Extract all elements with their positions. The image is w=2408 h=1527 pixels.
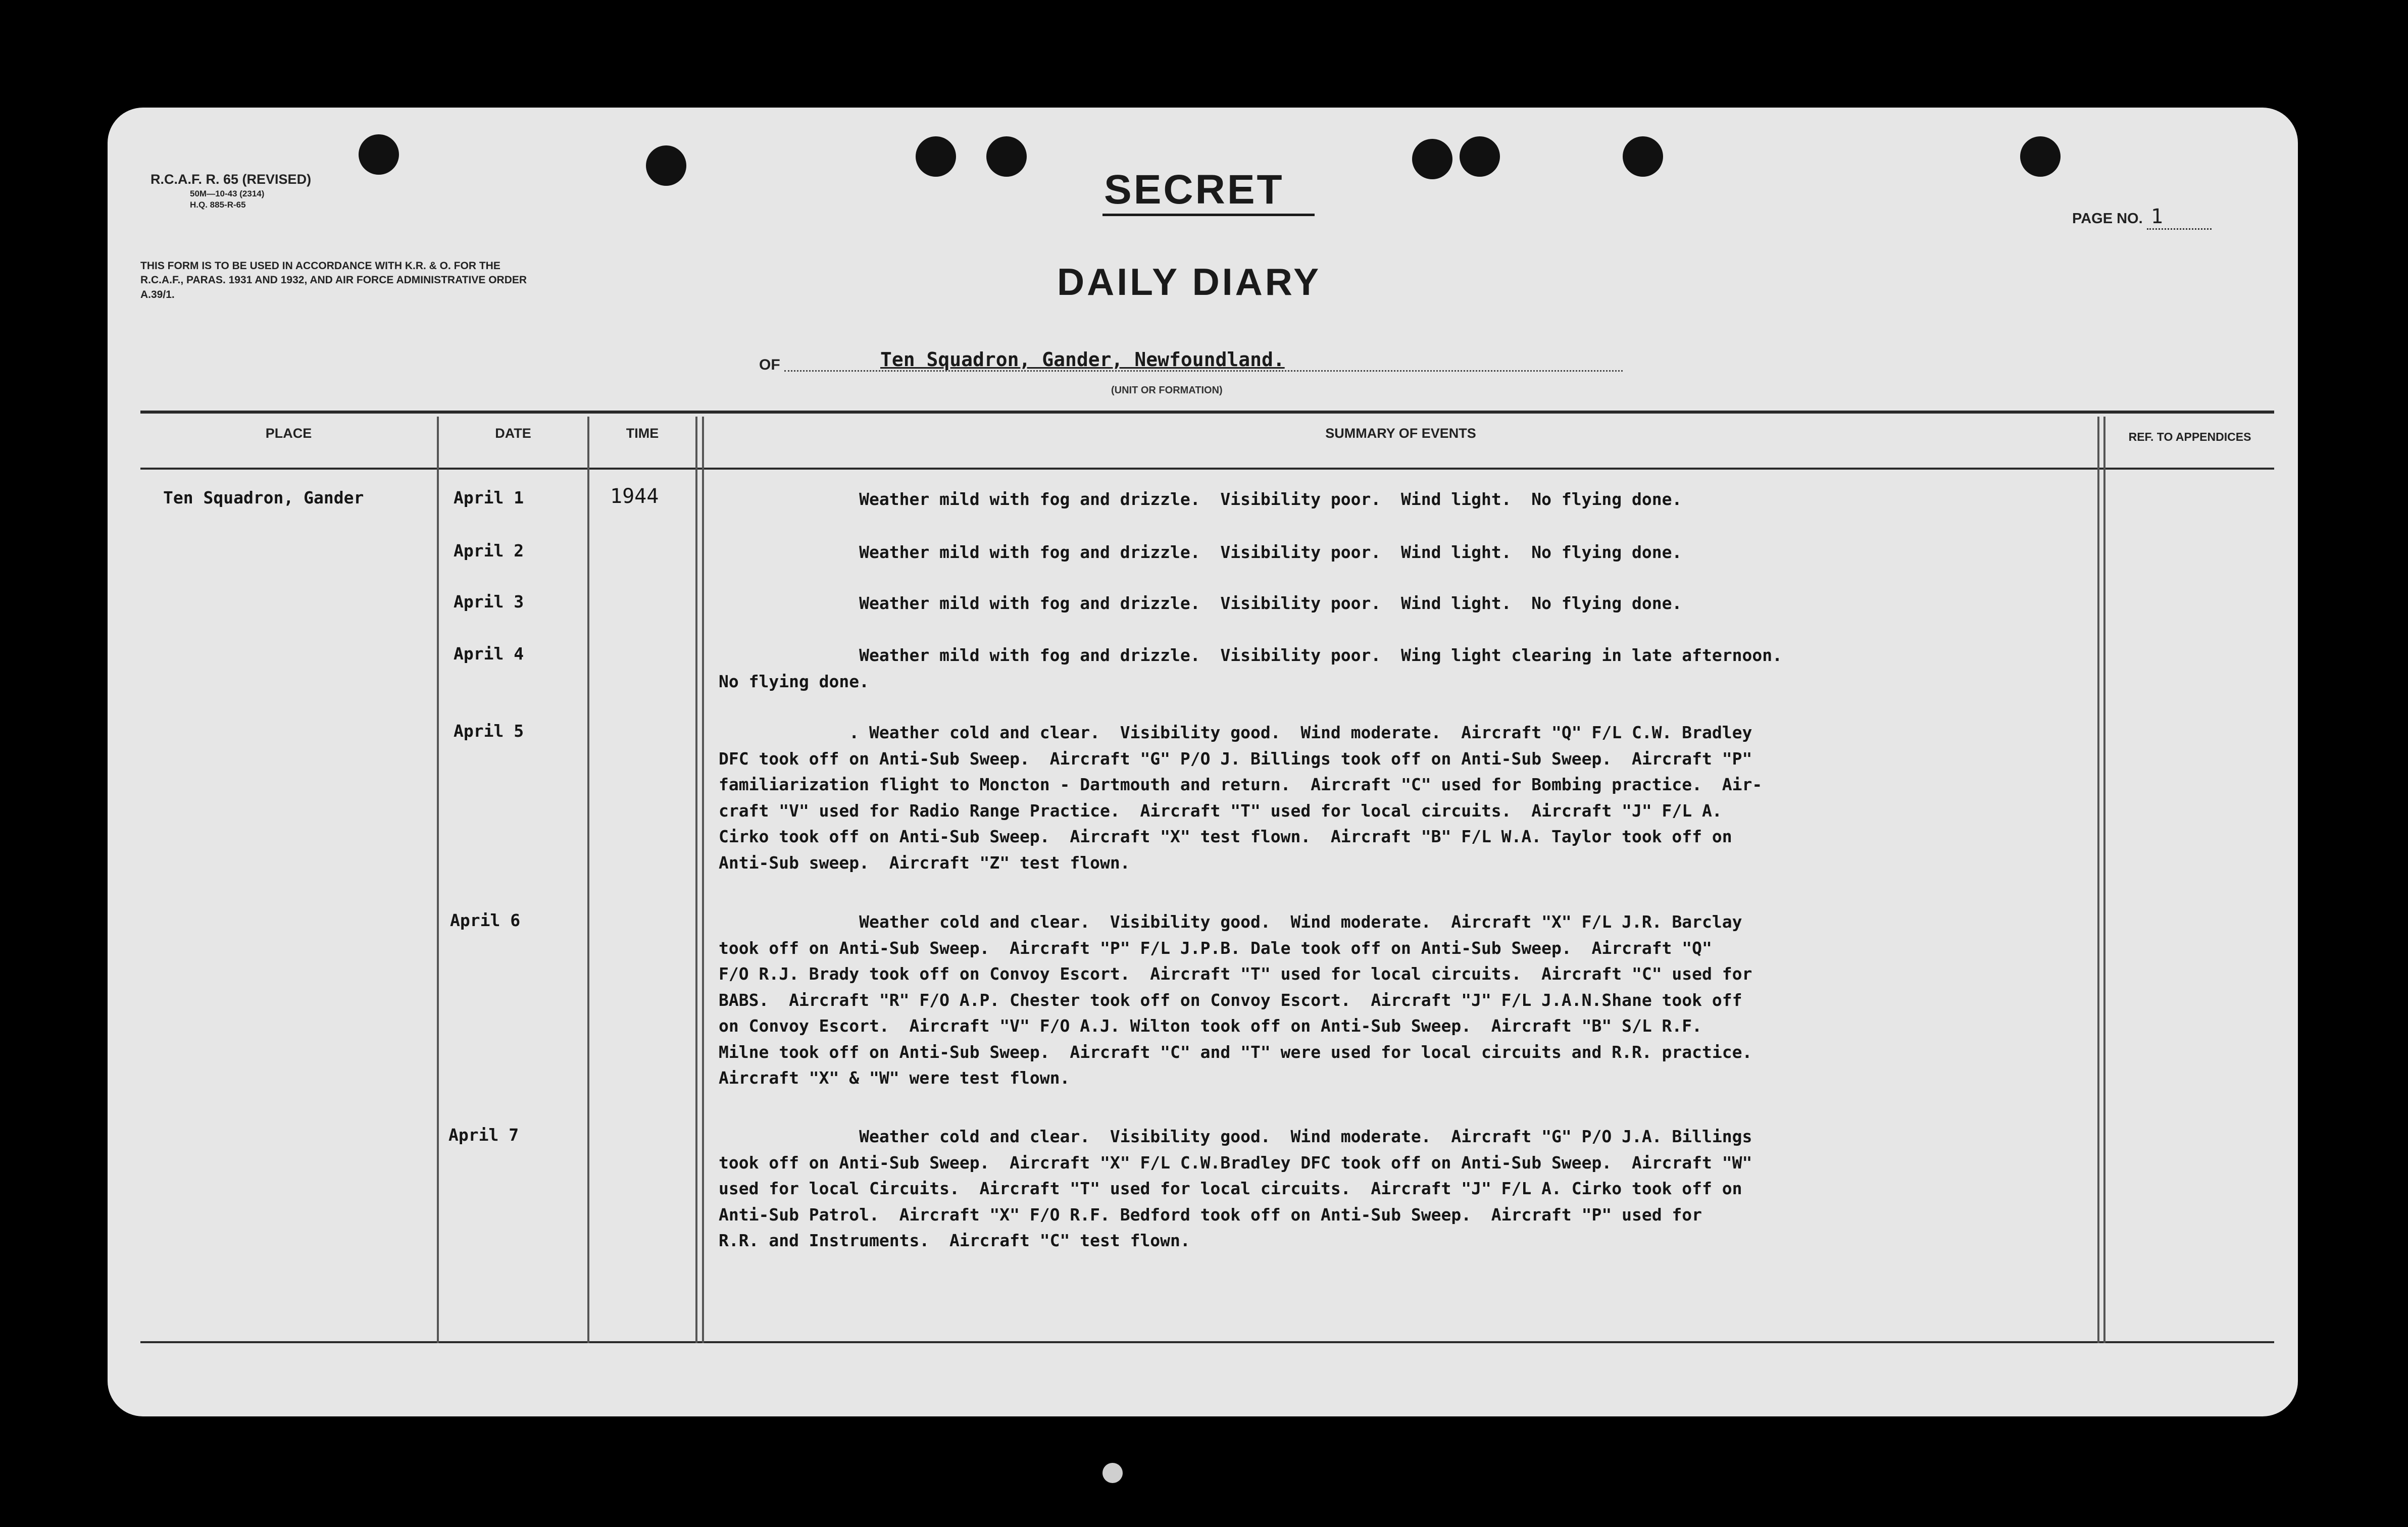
entry-summary: Weather mild with fog and drizzle. Visibility poor. Wing light clearing in late afternoon. No flying done. — [719, 645, 1782, 691]
entry-summary: Weather mild with fog and drizzle. Visibility poor. Wind light. No flying done. — [719, 489, 1682, 509]
entry-date: April 5 — [454, 721, 524, 741]
column-divider — [2103, 417, 2105, 1343]
entry-date: April 4 — [454, 644, 524, 664]
column-divider — [702, 417, 704, 1343]
punch-hole — [1623, 136, 1663, 177]
entry-time: 1944 — [610, 485, 659, 508]
column-header-summary: SUMMARY OF EVENTS — [1325, 426, 1476, 441]
column-divider — [587, 417, 589, 1343]
entry-summary: . Weather cold and clear. Visibility good. Wind moderate. Aircraft "Q" F/L C.W. Bradley DFC took off on Anti-Sub Sweep. Aircraft "G" P/O J. Billings took off on Anti-Sub Sweep. Aircraft "P" familiarization flight to Moncton - Dartmouth and return. Aircraft "C" used for Bombing practice. Air- craft "V" used for Radio Range Practice. Aircraft "T" used for local circuits. Aircraft "J" F/L A. Cirko took off on Anti-Sub Sweep. Aircraft "X" test flown. Aircraft "B" F/L W.A. Taylor took off on Anti-Sub sweep. Aircraft "Z" test flown. — [719, 723, 1763, 873]
punch-hole — [1460, 136, 1500, 177]
entry-date: April 1 — [454, 488, 524, 507]
punch-hole — [916, 136, 956, 177]
column-header-place: PLACE — [265, 426, 312, 441]
form-reference-line: R.C.A.F. R. 65 (REVISED) — [150, 172, 312, 187]
page-title: DAILY DIARY — [1057, 261, 1322, 303]
column-header-appendices: REF. TO APPENDICES — [2128, 430, 2251, 443]
entry-date: April 2 — [454, 541, 524, 561]
punch-hole — [986, 136, 1027, 177]
diary-sheet — [108, 108, 2298, 1416]
of-label: OF — [759, 357, 780, 373]
page-number-label: PAGE NO. — [2072, 211, 2143, 227]
film-speck — [1102, 1463, 1123, 1483]
entry-date: April 7 — [448, 1125, 519, 1145]
entry-summary: Weather mild with fog and drizzle. Visibility poor. Wind light. No flying done. — [719, 542, 1682, 562]
punch-hole — [2020, 136, 2061, 177]
column-divider — [2097, 417, 2099, 1343]
column-divider — [695, 417, 697, 1343]
page-number — [2072, 205, 2212, 230]
classification-underline — [1102, 214, 1315, 216]
form-reference — [150, 171, 311, 211]
entry-summary: Weather cold and clear. Visibility good. Wind moderate. Aircraft "G" P/O J.A. Billings took off on Anti-Sub Sweep. Aircraft "X" F/L C.W.Bradley DFC took off on Anti-Sub Sweep. Aircraft "W" used for local Circuits. Aircraft "T" used for local circuits. Aircraft "J" F/L A. Cirko took off on Anti-Sub Patrol. Aircraft "X" F/O R.F. Bedford took off on Anti-Sub Sweep. Aircraft "P" used for R.R. and Instruments. Aircraft "C" test flown. — [719, 1127, 1752, 1250]
page-number-value: 1 — [2147, 205, 2212, 230]
unit-caption: (UNIT OR FORMATION) — [1111, 385, 1223, 396]
column-divider — [437, 417, 439, 1343]
punch-hole — [646, 145, 686, 186]
entry-summary: Weather cold and clear. Visibility good. Wind moderate. Aircraft "X" F/L J.R. Barclay took off on Anti-Sub Sweep. Aircraft "P" F/L J.P.B. Dale took off on Anti-Sub Sweep. Aircraft "Q" F/O R.J. Brady took off on Convoy Escort. Aircraft "T" used for local circuits. Aircraft "C" used for BABS. Aircraft "R" F/O A.P. Chester took off on Convoy Escort. Aircraft "J" F/L J.A.N.Shane took off on Convoy Escort. Aircraft "V" F/O A.J. Wilton took off on Anti-Sub Sweep. Aircraft "B" S/L R.F. Milne took off on Anti-Sub Sweep. Aircraft "C" and "T" were used for local circuits and R.R. practice. Aircraft "X" & "W" were test flown. — [719, 912, 1752, 1088]
column-header-time: TIME — [626, 426, 659, 441]
column-header-date: DATE — [495, 426, 531, 441]
usage-note: THIS FORM IS TO BE USED IN ACCORDANCE WITH K.R. & O. FOR THE R.C.A.F., PARAS. 1931 AND 1932, AND AIR FORCE ADMINISTRATIVE ORDER A.39/1. — [140, 260, 527, 300]
table-header-rule — [140, 468, 2274, 470]
entry-date: April 6 — [450, 910, 521, 930]
form-reference-line: 50M—10-43 (2314) — [190, 189, 265, 199]
entry-place: Ten Squadron, Gander — [163, 488, 364, 507]
unit-name: Ten Squadron, Gander, Newfoundland. — [880, 348, 1285, 371]
entry-summary: Weather mild with fog and drizzle. Visibility poor. Wind light. No flying done. — [719, 593, 1682, 613]
form-reference-line: H.Q. 885-R-65 — [190, 200, 246, 210]
punch-hole — [1412, 139, 1452, 179]
entry-date: April 3 — [454, 592, 524, 612]
classification-stamp: SECRET — [1104, 167, 1284, 213]
table-top-rule — [140, 411, 2274, 414]
punch-hole — [359, 134, 399, 175]
table-bottom-rule — [140, 1341, 2274, 1343]
